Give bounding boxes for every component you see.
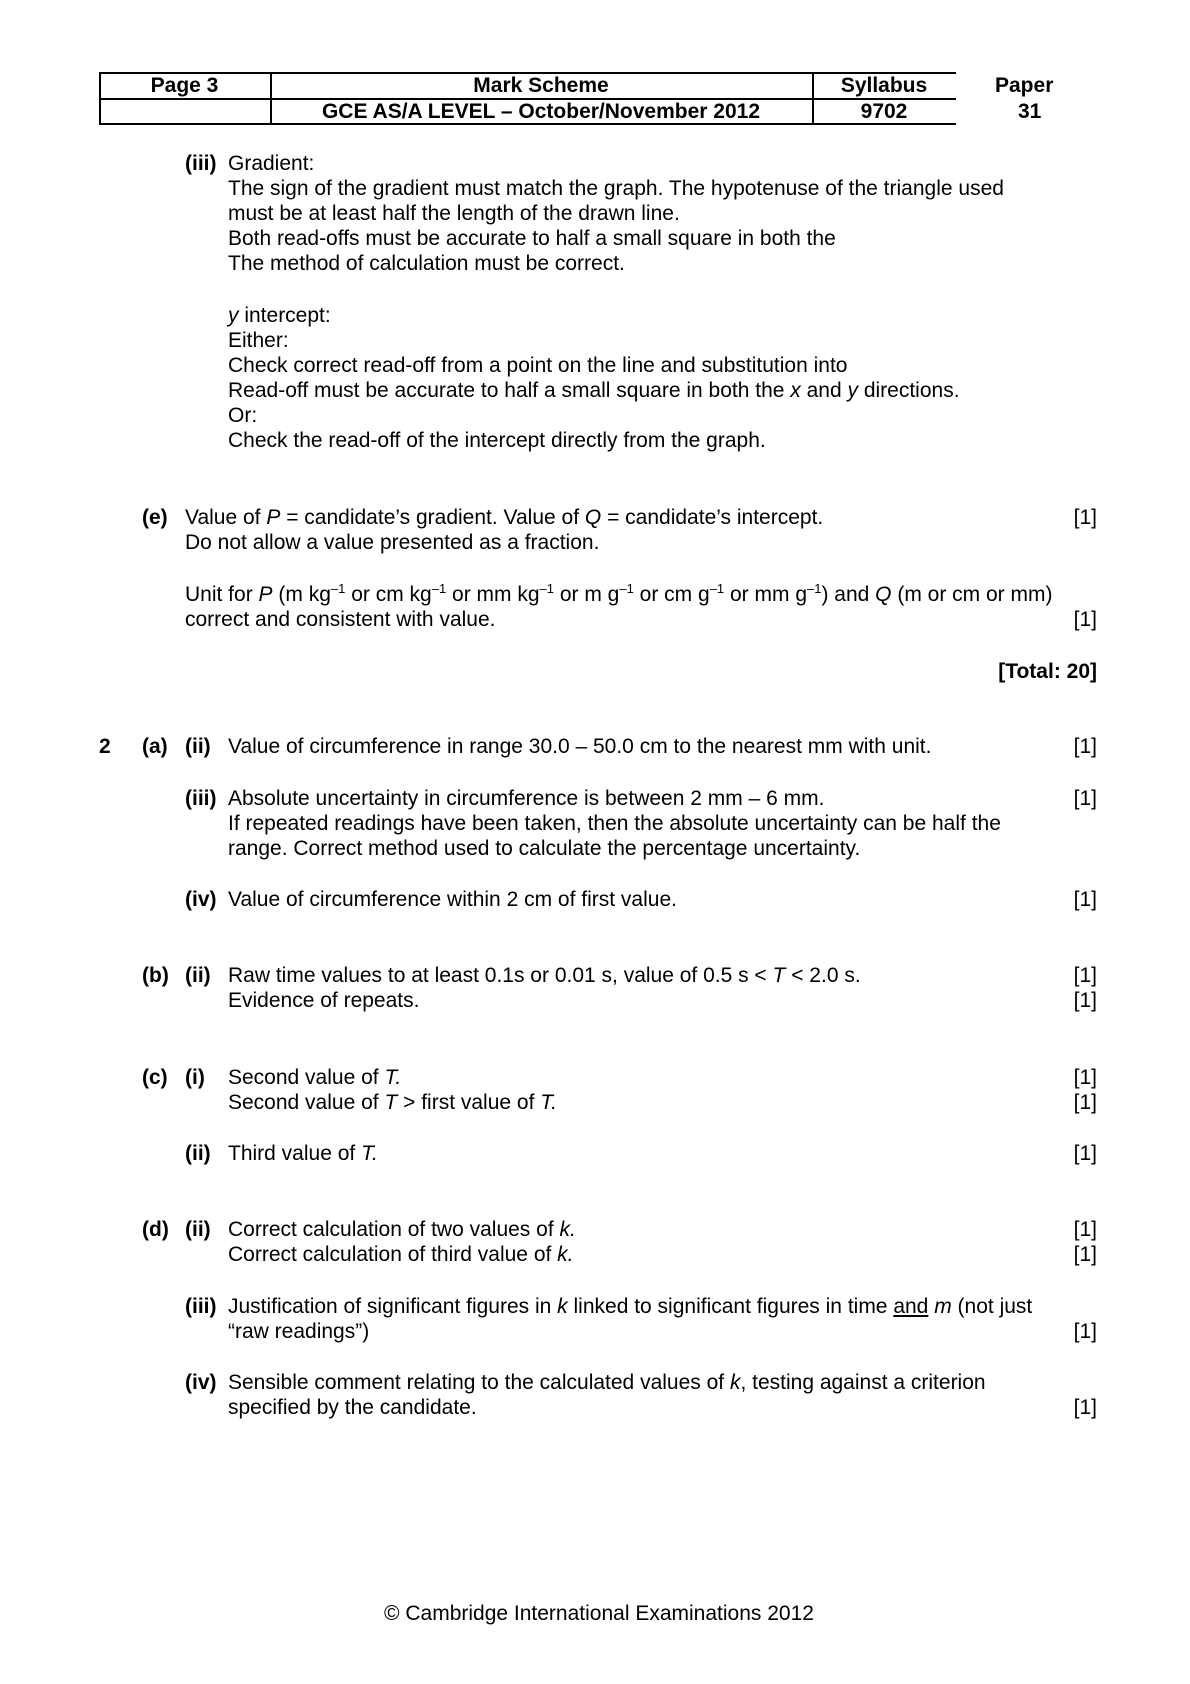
q2-c-i-line1: Second value of T. [228, 1066, 402, 1089]
q2-a-iv-mark: [1] [1073, 888, 1097, 911]
q2-number: 2 [99, 735, 111, 758]
q2-d-iii-mark: [1] [1073, 1320, 1097, 1343]
q2-a-iii-line: If repeated readings have been taken, then the absolute uncertainty can be half the [228, 812, 1001, 835]
q2-c-ii-text: Third value of T. [228, 1142, 378, 1165]
q2-b-ii-label: (ii) [185, 964, 211, 987]
q2-b-ii-mark1: [1] [1073, 964, 1097, 987]
q2-c-i-mark1: [1] [1073, 1066, 1097, 1089]
q2-d-iii-line2: “raw readings”) [228, 1320, 370, 1343]
header-paper-label: Paper [995, 74, 1054, 97]
q2-d-ii-line1: Correct calculation of two values of k. [228, 1218, 576, 1241]
q1-d-iii-gradient-heading: Gradient: [228, 152, 315, 175]
q2-d-label: (d) [142, 1218, 169, 1241]
q1-d-iii-gradient-line: Both read-offs must be accurate to half a small square in both the [228, 227, 836, 250]
header-subtitle: GCE AS/A LEVEL – October/November 2012 [321, 100, 761, 123]
q1-e-line1: Value of P = candidate’s gradient. Value of Q = candidate’s intercept. [185, 506, 824, 529]
q2-d-iii-label: (iii) [185, 1295, 217, 1318]
q2-d-ii-mark1: [1] [1073, 1218, 1097, 1241]
q2-a-iii-line: range. Correct method used to calculate the percentage uncertainty. [228, 837, 861, 860]
q2-a-iv-label: (iv) [185, 888, 217, 911]
header-page: Page 3 [150, 74, 219, 97]
q1-e-unit-line2: correct and consistent with value. [185, 608, 496, 631]
q2-d-ii-label: (ii) [185, 1218, 211, 1241]
header-syllabus-code: 9702 [860, 100, 908, 123]
q2-c-i-label: (i) [185, 1066, 205, 1089]
q1-d-iii-check-line: Check correct read-off from a point on the line and substitution into [228, 354, 848, 377]
q2-c-ii-label: (ii) [185, 1142, 211, 1165]
q2-a-iii-mark: [1] [1073, 787, 1097, 810]
q2-d-ii-line2: Correct calculation of third value of k. [228, 1243, 574, 1266]
q2-d-iv-line1: Sensible comment relating to the calculated values of k, testing against a criterion [228, 1371, 986, 1394]
q2-a-iii-label: (iii) [185, 787, 217, 810]
q1-d-iii-check-intercept: Check the read-off of the intercept directly from the graph. [228, 429, 766, 452]
q2-d-iv-mark: [1] [1073, 1396, 1097, 1419]
header-table [99, 72, 956, 125]
header-title: Mark Scheme [473, 74, 609, 97]
q2-b-ii-line2: Evidence of repeats. [228, 989, 420, 1012]
q1-total: [Total: 20] [998, 660, 1097, 683]
q2-d-iv-label: (iv) [185, 1371, 217, 1394]
q2-c-i-line2: Second value of T > first value of T. [228, 1091, 557, 1114]
q2-c-label: (c) [142, 1066, 168, 1089]
q2-d-iii-line1: Justification of significant figures in k linked to significant figures in time and m (not just [228, 1295, 1033, 1318]
q1-d-iii-or: Or: [228, 404, 258, 427]
q2-a-iii-line: Absolute uncertainty in circumference is between 2 mm – 6 mm. [228, 787, 825, 810]
q1-e-label: (e) [142, 506, 168, 529]
q1-d-iii-gradient-line: The method of calculation must be correct. [228, 252, 625, 275]
q2-c-i-mark2: [1] [1073, 1091, 1097, 1114]
q1-e-unit-mark: [1] [1073, 608, 1097, 631]
q2-b-ii-line1: Raw time values to at least 0.1s or 0.01 s, value of 0.5 s < T < 2.0 s. [228, 964, 861, 987]
header-paper-number: 31 [1018, 100, 1042, 123]
q2-a-ii-mark: [1] [1073, 735, 1097, 758]
q2-c-ii-mark: [1] [1073, 1142, 1097, 1165]
q2-a-ii-label: (ii) [185, 735, 211, 758]
q1-d-iii-gradient-line: The sign of the gradient must match the graph. The hypotenuse of the triangle used [228, 177, 1004, 200]
q2-a-ii-text: Value of circumference in range 30.0 – 50.0 cm to the nearest mm with unit. [228, 735, 932, 758]
q2-b-ii-mark2: [1] [1073, 989, 1097, 1012]
q1-d-iii-either: Either: [228, 329, 289, 352]
q2-d-ii-mark2: [1] [1073, 1243, 1097, 1266]
q1-d-iii-label: (iii) [185, 152, 217, 175]
q1-e-line2: Do not allow a value presented as a fraction. [185, 531, 600, 554]
q2-a-label: (a) [142, 735, 168, 758]
q1-d-iii-intercept-heading: y intercept: [228, 304, 331, 327]
footer-copyright: © Cambridge International Examinations 2012 [384, 1602, 814, 1625]
header-syllabus-label: Syllabus [840, 74, 928, 97]
q2-a-iv-text: Value of circumference within 2 cm of first value. [228, 888, 677, 911]
q1-e-unit-line: Unit for P (m $kg^{-1}$ or cm $kg^{-1}$ or mm $kg^{-1}$ or m $g^{-1}$ or cm $g^{-1}$ or mm $g^{-1}$) and Q (m or cm or mm) [185, 581, 1053, 606]
q2-b-label: (b) [142, 964, 169, 987]
q2-d-iv-line2: specified by the candidate. [228, 1396, 477, 1419]
q1-e-mark: [1] [1073, 506, 1097, 529]
q1-d-iii-gradient-line: must be at least half the length of the drawn line. [228, 202, 680, 225]
q1-d-iii-readoff: Read-off must be accurate to half a small square in both the x and y directions. [228, 379, 960, 402]
